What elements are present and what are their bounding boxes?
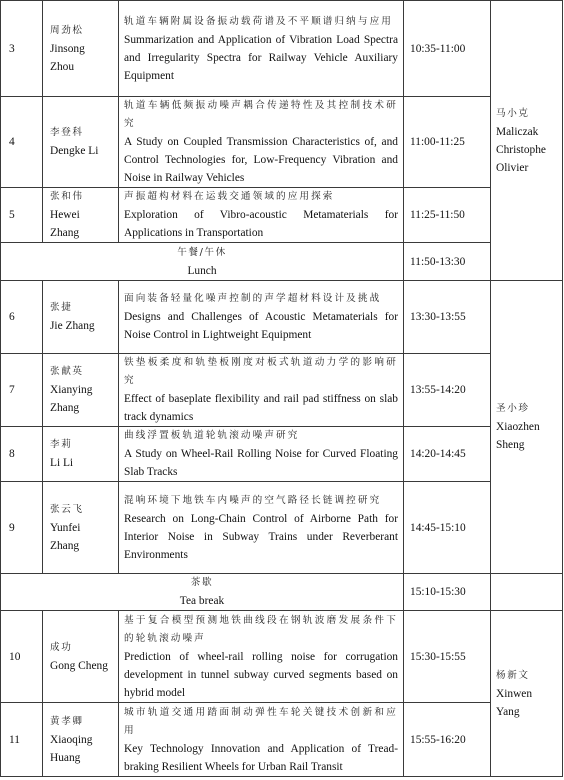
break-row — [1, 574, 563, 611]
speaker-name-zh: 成功 — [50, 641, 73, 653]
talk-title-cell — [119, 97, 404, 188]
chair-name-en: Maliczak — [496, 125, 539, 138]
talk-title-en: Summarization and Application of Vibration Load Spectra and Irregularity Spectra for Railway Vehicle Auxiliary Equipment — [124, 33, 398, 82]
break-label-en: Tea break — [179, 595, 225, 607]
talk-title-zh: 城市轨道交通用踏面制动弹性车轮关键技术创新和应用 — [124, 706, 398, 736]
talk-time: 10:35-11:00 — [404, 1, 491, 97]
chair-name-en: Olivier — [496, 161, 529, 174]
talk-time: 13:55-14:20 — [404, 354, 491, 427]
break-label-zh: 茶歇 — [190, 577, 214, 588]
speaker-cell — [43, 427, 119, 482]
talk-title-zh: 轨道车辆附属设备振动载荷谱及不平顺谱归纳与应用 — [124, 15, 393, 27]
talk-title-en: Exploration of Vibro-acoustic Metamaterials for Applications in Transportation — [124, 209, 398, 239]
break-label-zh: 午餐/午休 — [177, 246, 227, 258]
table-row — [1, 354, 563, 427]
talk-time: 15:55-16:20 — [404, 703, 491, 777]
talk-number: 11 — [1, 703, 43, 777]
speaker-name-en: Zhang — [50, 539, 80, 552]
break-label-en: Lunch — [187, 264, 217, 277]
talk-number: 4 — [1, 97, 43, 188]
session-chair-cell — [491, 281, 563, 574]
talk-title-zh: 声振超构材料在运载交通领域的应用探索 — [124, 191, 335, 202]
talk-title-en: Prediction of wheel-rail rolling noise for corrugation development in tunnel subway curved segments based on hybrid model — [124, 650, 398, 699]
speaker-name-zh: 黄孝卿 — [50, 715, 84, 727]
speaker-name-zh: 李莉 — [50, 439, 73, 450]
speaker-name-zh: 张云飞 — [50, 503, 84, 515]
talk-title-cell — [119, 482, 404, 574]
talk-number: 5 — [1, 188, 43, 243]
speaker-name-zh: 张献英 — [50, 366, 84, 377]
speaker-name-en: Dengke Li — [50, 145, 99, 157]
table-row — [1, 281, 563, 354]
talk-title-en: A Study on Wheel-Rail Rolling Noise for Curved Floating Slab Tracks — [124, 448, 398, 478]
break-time: 15:10-15:30 — [404, 574, 491, 611]
break-row — [1, 243, 563, 281]
talk-time: 14:20-14:45 — [404, 427, 491, 482]
speaker-name-en: Li Li — [50, 457, 74, 469]
chair-name-zh: 马小克 — [496, 107, 530, 119]
chair-name-zh: 杨新文 — [496, 669, 530, 681]
empty-chair-cell — [491, 574, 563, 611]
speaker-cell — [43, 703, 119, 777]
speaker-name-en: Xianying — [50, 384, 93, 396]
speaker-name-zh: 张捷 — [50, 302, 73, 313]
talk-title-zh: 面向装备轻量化噪声控制的声学超材料设计及挑战 — [124, 293, 382, 304]
break-label-cell — [1, 574, 404, 611]
speaker-name-en: Jinsong — [50, 42, 85, 55]
speaker-cell — [43, 281, 119, 354]
talk-title-zh: 曲线浮置板轨道轮轨滚动噪声研究 — [124, 430, 300, 441]
speaker-name-en: Gong Cheng — [50, 659, 108, 672]
chair-name-en: Xinwen — [496, 687, 533, 700]
talk-number: 10 — [1, 611, 43, 703]
chair-name-en: Sheng — [496, 439, 525, 451]
talk-number: 8 — [1, 427, 43, 482]
talk-title-cell — [119, 188, 404, 243]
table-row — [1, 97, 563, 188]
talk-number: 7 — [1, 354, 43, 427]
talk-title-en: Research on Long-Chain Control of Airborne Path for Interior Noise in Subway Trains under Reverberant Environments — [124, 512, 398, 561]
talk-title-cell — [119, 354, 404, 427]
talk-title-en: Effect of baseplate flexibility and rail pad stiffness on slab track dynamics — [124, 393, 398, 423]
table-row — [1, 427, 563, 482]
break-time: 11:50-13:30 — [404, 243, 491, 281]
chair-name-en: Yang — [496, 705, 520, 718]
talk-number: 9 — [1, 482, 43, 574]
talk-title-zh: 铁垫板柔度和轨垫板刚度对板式轨道动力学的影响研究 — [124, 357, 398, 386]
table-row — [1, 611, 563, 703]
session-chair-cell — [491, 611, 563, 777]
speaker-name-zh: 周劲松 — [50, 24, 84, 36]
talk-title-zh: 轨道车辆低频振动噪声耦合传递特性及其控制技术研究 — [124, 100, 398, 129]
talk-title-en: Key Technology Innovation and Application of Tread-braking Resilient Wheels for Urban Rail Transit — [124, 742, 398, 773]
talk-title-zh: 基于复合模型预测地铁曲线段在钢轨波磨发展条件下的轮轨滚动噪声 — [124, 614, 398, 644]
speaker-name-en: Yunfei — [50, 521, 81, 534]
talk-number: 3 — [1, 1, 43, 97]
session-chair-cell — [491, 1, 563, 281]
speaker-name-en: Huang — [50, 751, 81, 764]
speaker-name-en: Zhang — [50, 402, 80, 414]
speaker-cell — [43, 611, 119, 703]
talk-time: 11:00-11:25 — [404, 97, 491, 188]
table-row — [1, 482, 563, 574]
speaker-cell — [43, 482, 119, 574]
speaker-name-en: Zhang — [50, 227, 80, 239]
talk-title-zh: 混响环境下地铁车内噪声的空气路径长链调控研究 — [124, 494, 382, 506]
break-label-cell — [1, 243, 404, 281]
chair-name-en: Christophe — [496, 143, 546, 156]
talk-title-cell — [119, 1, 404, 97]
talk-time: 14:45-15:10 — [404, 482, 491, 574]
table-row — [1, 188, 563, 243]
table-row — [1, 703, 563, 777]
talk-time: 11:25-11:50 — [404, 188, 491, 243]
talk-title-cell — [119, 611, 404, 703]
speaker-name-zh: 张和伟 — [50, 191, 84, 202]
talk-title-cell — [119, 703, 404, 777]
speaker-cell — [43, 354, 119, 427]
speaker-cell — [43, 97, 119, 188]
talk-title-en: A Study on Coupled Transmission Characteristics of, and Control Technologies for, Low-Frequency Vibration and Noise in Railway Vehicles — [124, 136, 398, 184]
talk-title-cell — [119, 427, 404, 482]
speaker-name-en: Jie Zhang — [50, 320, 95, 332]
chair-name-en: Xiaozhen — [496, 421, 540, 433]
speaker-cell — [43, 1, 119, 97]
speaker-name-en: Hewei — [50, 209, 80, 221]
speaker-name-en: Xiaoqing — [50, 733, 93, 746]
speaker-name-zh: 李登科 — [50, 127, 84, 138]
table-row — [1, 1, 563, 97]
speaker-name-en: Zhou — [50, 60, 75, 73]
talk-title-en: Designs and Challenges of Acoustic Metamaterials for Noise Control in Lightweight Equipment — [124, 311, 398, 341]
talk-number: 6 — [1, 281, 43, 354]
talk-time: 15:30-15:55 — [404, 611, 491, 703]
talk-title-cell — [119, 281, 404, 354]
speaker-cell — [43, 188, 119, 243]
chair-name-zh: 圣小珍 — [496, 403, 530, 414]
talk-time: 13:30-13:55 — [404, 281, 491, 354]
